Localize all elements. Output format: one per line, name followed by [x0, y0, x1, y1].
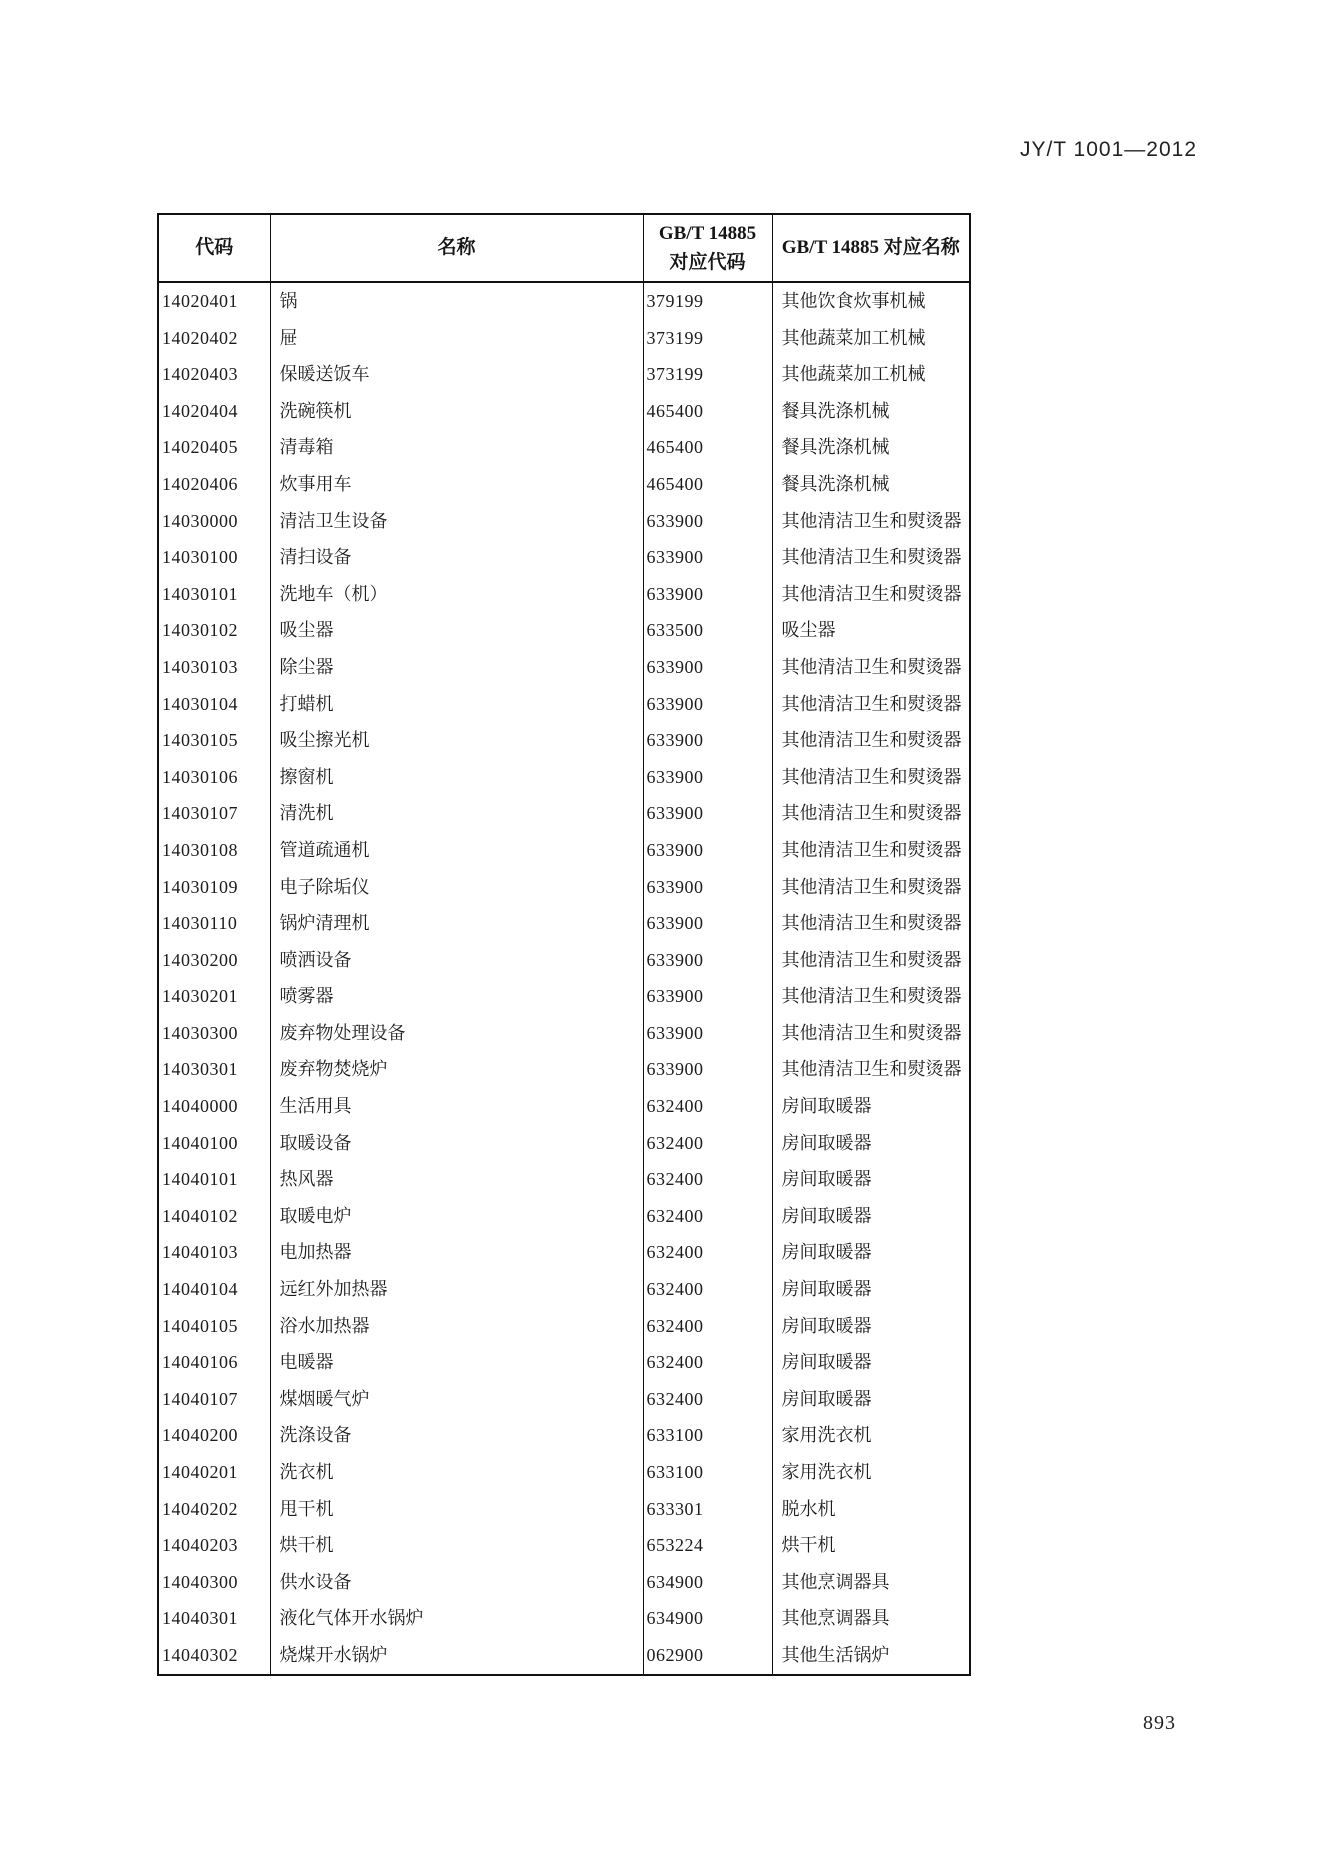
cell-gbt-name: 房间取暖器 [772, 1234, 970, 1271]
cell-gbt-code: 633900 [643, 905, 772, 942]
cell-code: 14030106 [162, 766, 238, 787]
cell-code: 14040301 [162, 1608, 238, 1629]
cell-code: 14030300 [162, 1022, 238, 1043]
cell-gbt-code: 632400 [643, 1161, 772, 1198]
table-row [158, 686, 970, 723]
table-body [158, 282, 970, 1675]
cell-code: 14040302 [162, 1644, 238, 1665]
cell-gbt-code: 633900 [643, 649, 772, 686]
table-row [158, 1308, 970, 1345]
cell-name: 电加热器 [270, 1234, 643, 1271]
cell-gbt-name: 其他清洁卫生和熨烫器 [772, 1015, 970, 1052]
table-row [158, 832, 970, 869]
table-row [158, 1344, 970, 1381]
cell-code: 14040106 [162, 1352, 238, 1373]
cell-gbt-code: 633100 [643, 1417, 772, 1454]
cell-code: 14040203 [162, 1535, 238, 1556]
cell-gbt-code: 633100 [643, 1454, 772, 1491]
header-gbt-code-line1: GB/T 14885 [658, 222, 757, 244]
table-row [158, 1271, 970, 1308]
table-row [158, 1417, 970, 1454]
cell-gbt-name: 餐具洗涤机械 [772, 466, 970, 503]
table-row [158, 942, 970, 979]
cell-gbt-name: 其他清洁卫生和熨烫器 [772, 759, 970, 796]
table-row [158, 1015, 970, 1052]
table-row [158, 1125, 970, 1162]
cell-code: 14040100 [162, 1132, 238, 1153]
cell-name: 吸尘擦光机 [270, 722, 643, 759]
header-gbt-name [772, 214, 970, 282]
cell-code: 14030000 [162, 510, 238, 531]
cell-name: 电子除垢仪 [270, 869, 643, 906]
table-row [158, 905, 970, 942]
cell-name: 甩干机 [270, 1491, 643, 1528]
cell-name: 洗地车（机） [270, 576, 643, 613]
cell-code: 14020406 [162, 473, 238, 494]
cell-name: 炊事用车 [270, 466, 643, 503]
table-row [158, 1454, 970, 1491]
cell-gbt-code: 633900 [643, 1015, 772, 1052]
cell-name: 煤烟暖气炉 [270, 1381, 643, 1418]
table-row [158, 1198, 970, 1235]
cell-name: 废弃物处理设备 [270, 1015, 643, 1052]
table-row [158, 539, 970, 576]
cell-gbt-code: 633900 [643, 539, 772, 576]
cell-gbt-code: 465400 [643, 393, 772, 430]
cell-code: 14040000 [162, 1096, 238, 1117]
cell-code: 14040102 [162, 1205, 238, 1226]
cell-gbt-name: 其他清洁卫生和熨烫器 [772, 722, 970, 759]
header-code-label: 代码 [195, 237, 234, 259]
cell-gbt-name: 房间取暖器 [772, 1198, 970, 1235]
cell-code: 14030108 [162, 839, 238, 860]
cell-code: 14040105 [162, 1315, 238, 1336]
cell-code: 14030105 [162, 730, 238, 751]
cell-code: 14030109 [162, 876, 238, 897]
cell-gbt-name: 其他烹调器具 [772, 1564, 970, 1601]
table-header [158, 214, 970, 282]
table-row [158, 576, 970, 613]
cell-name: 锅 [270, 282, 643, 320]
cell-gbt-code: 632400 [643, 1344, 772, 1381]
cell-gbt-code: 633900 [643, 942, 772, 979]
cell-gbt-code: 373199 [643, 320, 772, 357]
cell-code: 14040201 [162, 1462, 238, 1482]
cell-name: 清洁卫生设备 [270, 503, 643, 540]
table-row [158, 1600, 970, 1637]
cell-gbt-code: 633900 [643, 795, 772, 832]
cell-gbt-name: 其他清洁卫生和熨烫器 [772, 1051, 970, 1088]
cell-code: 14020402 [162, 327, 238, 348]
cell-name: 废弃物焚烧炉 [270, 1051, 643, 1088]
cell-name: 热风器 [270, 1161, 643, 1198]
cell-gbt-name: 其他清洁卫生和熨烫器 [772, 649, 970, 686]
cell-code: 14030200 [162, 949, 238, 970]
cell-gbt-name: 烘干机 [772, 1527, 970, 1564]
cell-code: 14030301 [162, 1059, 238, 1080]
table-row [158, 393, 970, 430]
table-row [158, 869, 970, 906]
cell-name: 烧煤开水锅炉 [270, 1637, 643, 1675]
classification-table [157, 213, 971, 1676]
cell-gbt-code: 632400 [643, 1198, 772, 1235]
cell-name: 洗碗筷机 [270, 393, 643, 430]
table-row [158, 1088, 970, 1125]
cell-gbt-code: 633900 [643, 576, 772, 613]
cell-gbt-code: 633900 [643, 722, 772, 759]
cell-code: 14030100 [162, 547, 238, 568]
cell-name: 远红外加热器 [270, 1271, 643, 1308]
cell-name: 除尘器 [270, 649, 643, 686]
cell-name: 清扫设备 [270, 539, 643, 576]
cell-gbt-name: 餐具洗涤机械 [772, 393, 970, 430]
cell-gbt-code: 633900 [643, 759, 772, 796]
table-row [158, 282, 970, 320]
cell-name: 取暖电炉 [270, 1198, 643, 1235]
cell-gbt-name: 房间取暖器 [772, 1308, 970, 1345]
cell-name: 电暖器 [270, 1344, 643, 1381]
cell-gbt-code: 653224 [643, 1527, 772, 1564]
cell-gbt-code: 634900 [643, 1600, 772, 1637]
cell-code: 14020405 [162, 437, 238, 458]
cell-gbt-code: 632400 [643, 1271, 772, 1308]
table-row [158, 429, 970, 466]
cell-gbt-name: 房间取暖器 [772, 1344, 970, 1381]
cell-gbt-name: 房间取暖器 [772, 1381, 970, 1418]
table-row [158, 1637, 970, 1675]
page-number: 893 [1143, 1712, 1176, 1734]
cell-gbt-name: 房间取暖器 [772, 1271, 970, 1308]
cell-gbt-name: 脱水机 [772, 1491, 970, 1528]
cell-gbt-code: 379199 [643, 282, 772, 320]
cell-name: 喷雾器 [270, 978, 643, 1015]
cell-name: 浴水加热器 [270, 1308, 643, 1345]
cell-code: 14040104 [162, 1279, 238, 1300]
cell-code: 14040202 [162, 1498, 238, 1519]
cell-gbt-code: 634900 [643, 1564, 772, 1601]
cell-name: 生活用具 [270, 1088, 643, 1125]
cell-code: 14020403 [162, 364, 238, 385]
cell-gbt-code: 633900 [643, 686, 772, 723]
cell-code: 14040200 [162, 1425, 238, 1446]
cell-name: 供水设备 [270, 1564, 643, 1601]
cell-code: 14030107 [162, 803, 238, 824]
cell-gbt-code: 465400 [643, 466, 772, 503]
cell-code: 14040107 [162, 1388, 238, 1409]
cell-gbt-name: 房间取暖器 [772, 1125, 970, 1162]
cell-name: 锅炉清理机 [270, 905, 643, 942]
cell-name: 取暖设备 [270, 1125, 643, 1162]
cell-code: 14030104 [162, 693, 238, 714]
header-code [158, 214, 270, 282]
cell-code: 14030103 [162, 656, 238, 677]
cell-name: 液化气体开水锅炉 [270, 1600, 643, 1637]
table-row [158, 503, 970, 540]
cell-gbt-name: 其他清洁卫生和熨烫器 [772, 942, 970, 979]
cell-gbt-code: 632400 [643, 1088, 772, 1125]
cell-gbt-name: 其他饮食炊事机械 [772, 282, 970, 320]
cell-name: 管道疏通机 [270, 832, 643, 869]
cell-name: 洗衣机 [270, 1454, 643, 1491]
cell-gbt-code: 632400 [643, 1381, 772, 1418]
table-row [158, 1527, 970, 1564]
header-name [270, 214, 643, 282]
cell-gbt-name: 家用洗衣机 [772, 1417, 970, 1454]
cell-gbt-code: 373199 [643, 356, 772, 393]
cell-gbt-code: 632400 [643, 1234, 772, 1271]
cell-code: 14040101 [162, 1169, 238, 1190]
header-gbt-code-line2: 对应代码 [669, 252, 746, 273]
cell-gbt-code: 465400 [643, 429, 772, 466]
cell-gbt-code: 633900 [643, 832, 772, 869]
cell-code: 14030101 [162, 583, 238, 604]
header-gbt-name-label: GB/T 14885 对应名称 [781, 237, 960, 259]
cell-gbt-name: 其他蔬菜加工机械 [772, 356, 970, 393]
table-row [158, 612, 970, 649]
cell-code: 14040300 [162, 1571, 238, 1592]
cell-gbt-code: 633301 [643, 1491, 772, 1528]
cell-gbt-code: 633900 [643, 503, 772, 540]
table-row [158, 1051, 970, 1088]
table-row [158, 722, 970, 759]
table-row [158, 795, 970, 832]
cell-gbt-code: 632400 [643, 1125, 772, 1162]
cell-gbt-code: 633900 [643, 1051, 772, 1088]
table-row [158, 1491, 970, 1528]
cell-gbt-name: 家用洗衣机 [772, 1454, 970, 1491]
cell-gbt-name: 其他清洁卫生和熨烫器 [772, 686, 970, 723]
cell-name: 擦窗机 [270, 759, 643, 796]
cell-gbt-name: 房间取暖器 [772, 1088, 970, 1125]
cell-gbt-name: 其他清洁卫生和熨烫器 [772, 539, 970, 576]
cell-name: 打蜡机 [270, 686, 643, 723]
cell-code: 14020404 [162, 400, 238, 421]
standard-reference-header: JY/T 1001—2012 [1019, 138, 1197, 161]
table-row [158, 1564, 970, 1601]
table-row [158, 759, 970, 796]
cell-code: 14020401 [162, 291, 238, 311]
cell-gbt-name: 其他清洁卫生和熨烫器 [772, 795, 970, 832]
cell-gbt-name: 其他蔬菜加工机械 [772, 320, 970, 357]
cell-gbt-code: 633500 [643, 612, 772, 649]
table-row [158, 1161, 970, 1198]
cell-code: 14040103 [162, 1242, 238, 1263]
cell-code: 14030102 [162, 620, 238, 641]
table-header-row [158, 214, 970, 282]
table-row [158, 1381, 970, 1418]
cell-code: 14030201 [162, 986, 238, 1007]
header-gbt-code [643, 214, 772, 282]
cell-gbt-name: 吸尘器 [772, 612, 970, 649]
cell-name: 清洗机 [270, 795, 643, 832]
cell-gbt-name: 其他清洁卫生和熨烫器 [772, 978, 970, 1015]
table-row [158, 1234, 970, 1271]
cell-name: 吸尘器 [270, 612, 643, 649]
cell-code: 14030110 [162, 913, 238, 934]
cell-gbt-code: 632400 [643, 1308, 772, 1345]
table-row [158, 978, 970, 1015]
cell-gbt-code: 062900 [643, 1637, 772, 1675]
cell-gbt-code: 633900 [643, 978, 772, 1015]
cell-gbt-name: 餐具洗涤机械 [772, 429, 970, 466]
cell-gbt-name: 其他清洁卫生和熨烫器 [772, 576, 970, 613]
table-row [158, 466, 970, 503]
cell-gbt-name: 其他烹调器具 [772, 1600, 970, 1637]
cell-gbt-name: 其他清洁卫生和熨烫器 [772, 832, 970, 869]
table-row [158, 320, 970, 357]
cell-gbt-name: 房间取暖器 [772, 1161, 970, 1198]
cell-gbt-name: 其他生活锅炉 [772, 1637, 970, 1675]
cell-name: 喷洒设备 [270, 942, 643, 979]
header-name-label: 名称 [437, 237, 476, 259]
cell-gbt-name: 其他清洁卫生和熨烫器 [772, 905, 970, 942]
cell-name: 屉 [270, 320, 643, 357]
cell-gbt-name: 其他清洁卫生和熨烫器 [772, 869, 970, 906]
table-row [158, 649, 970, 686]
cell-name: 洗涤设备 [270, 1417, 643, 1454]
cell-gbt-code: 633900 [643, 869, 772, 906]
cell-name: 保暖送饭车 [270, 356, 643, 393]
cell-name: 清毒箱 [270, 429, 643, 466]
cell-gbt-name: 其他清洁卫生和熨烫器 [772, 503, 970, 540]
cell-name: 烘干机 [270, 1527, 643, 1564]
table-row [158, 356, 970, 393]
